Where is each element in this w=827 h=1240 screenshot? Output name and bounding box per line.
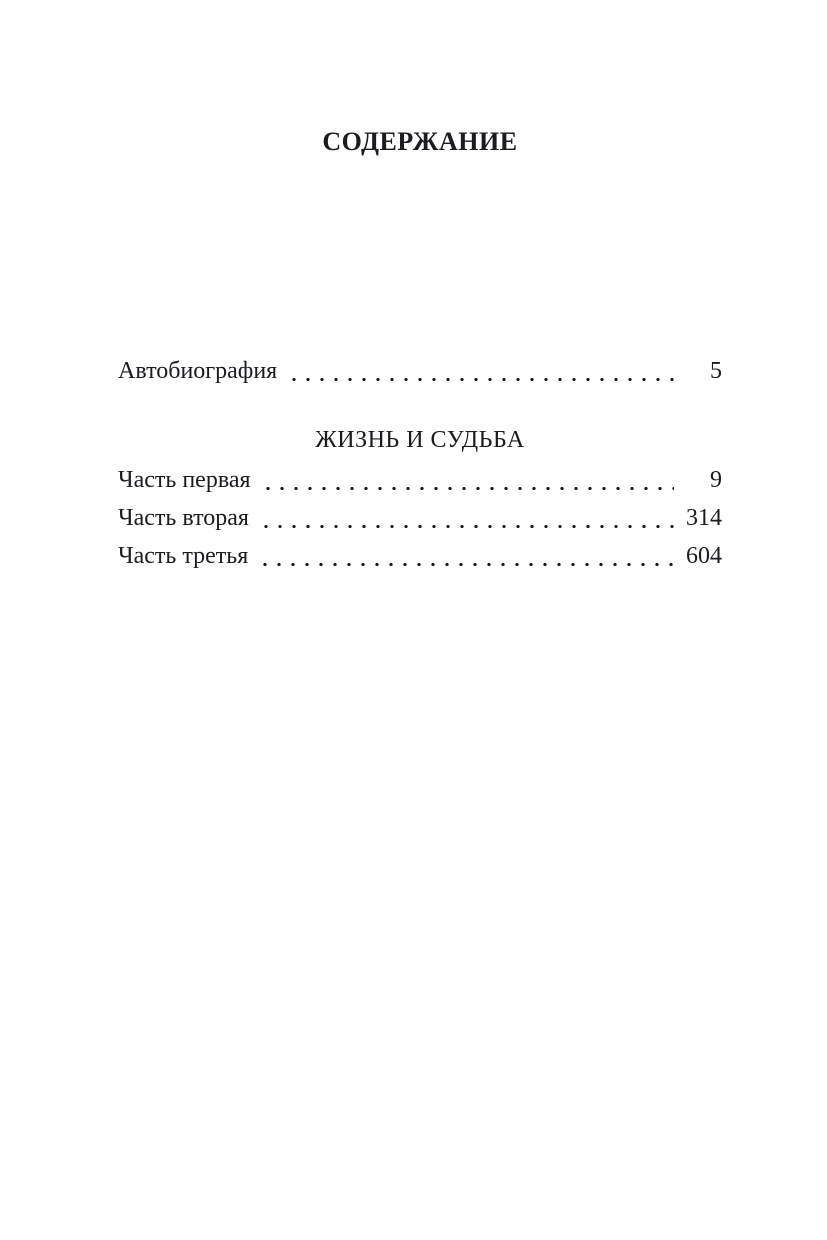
dot-leader — [287, 378, 674, 381]
toc-entry-page: 314 — [686, 505, 722, 531]
toc-entry-page: 604 — [686, 543, 722, 569]
toc-entry — [118, 539, 722, 573]
dot-leader — [261, 487, 674, 490]
toc-entry-label: Часть первая — [118, 467, 251, 493]
toc-entry — [118, 354, 722, 388]
toc-entry-label: Часть вторая — [118, 505, 249, 531]
toc-entry-page: 9 — [710, 467, 722, 493]
toc-entry-label: Часть третья — [118, 543, 249, 569]
toc-entry — [118, 463, 722, 497]
toc-entry-page: 5 — [710, 358, 722, 384]
dot-leader — [259, 525, 674, 528]
page-title: СОДЕРЖАНИЕ — [322, 127, 518, 156]
section-heading: ЖИЗНЬ И СУДЬБА — [315, 427, 525, 453]
toc-entry — [118, 501, 722, 535]
dot-leader — [258, 563, 674, 566]
toc-entry-label: Автобиография — [118, 358, 278, 384]
